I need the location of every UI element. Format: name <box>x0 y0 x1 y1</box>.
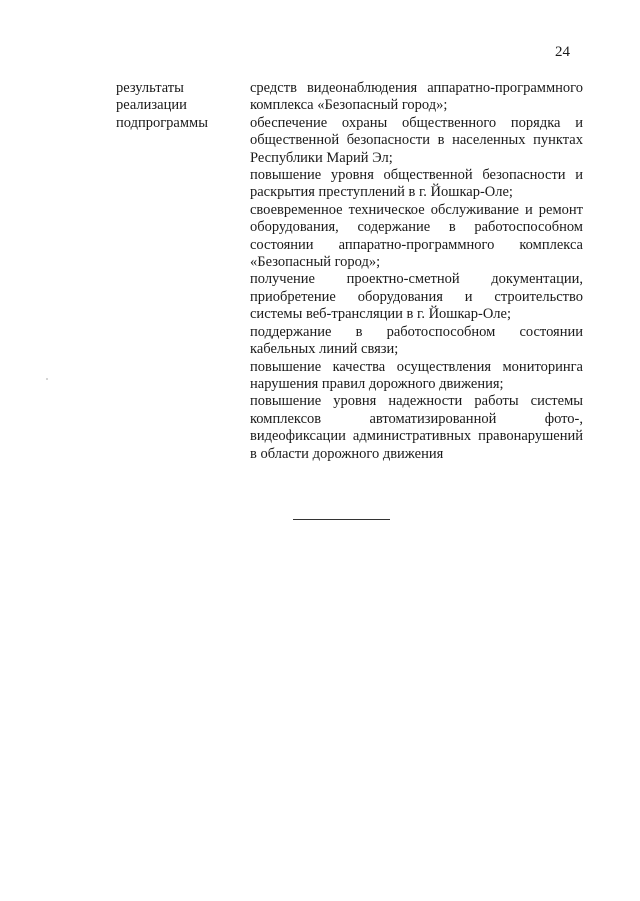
page-number: 24 <box>555 44 570 60</box>
row-label-line: подпрограммы <box>116 114 208 131</box>
row-label-line: реализации <box>116 97 187 114</box>
end-divider <box>293 519 390 520</box>
result-item: повышение уровня общественной безопасности и раскрытия преступлений в г. Йошкар-Оле; <box>250 167 583 201</box>
row-label <box>116 80 236 132</box>
result-item: поддержание в работоспособном состоянии кабельных линий связи; <box>250 323 583 358</box>
result-item: получение проектно-сметной документации, приобретение оборудования и строительство системы веб-трансляции в г. Йошкар-Оле; <box>250 271 583 323</box>
result-item: повышение качества осуществления мониторинга нарушения правил дорожного движения; <box>250 358 583 392</box>
result-item: обеспечение охраны общественного порядка и общественной безопасности в населенных пунктах Республики Марий Эл; <box>250 114 583 166</box>
row-label-line: результаты <box>116 80 184 96</box>
result-item: повышение уровня надежности работы системы комплексов автоматизированной фото-, видеофиксации административных правонарушений в области дорожного движения <box>250 393 583 462</box>
result-item: средств видеонаблюдения аппаратно-программного комплекса «Безопасный город»; <box>250 80 583 114</box>
scan-speck <box>46 378 48 380</box>
results-list <box>250 80 583 463</box>
result-item: своевременное техническое обслуживание и ремонт оборудования, содержание в работоспособном состоянии аппаратно-программного комплекса «Безопасный город»; <box>250 201 583 271</box>
